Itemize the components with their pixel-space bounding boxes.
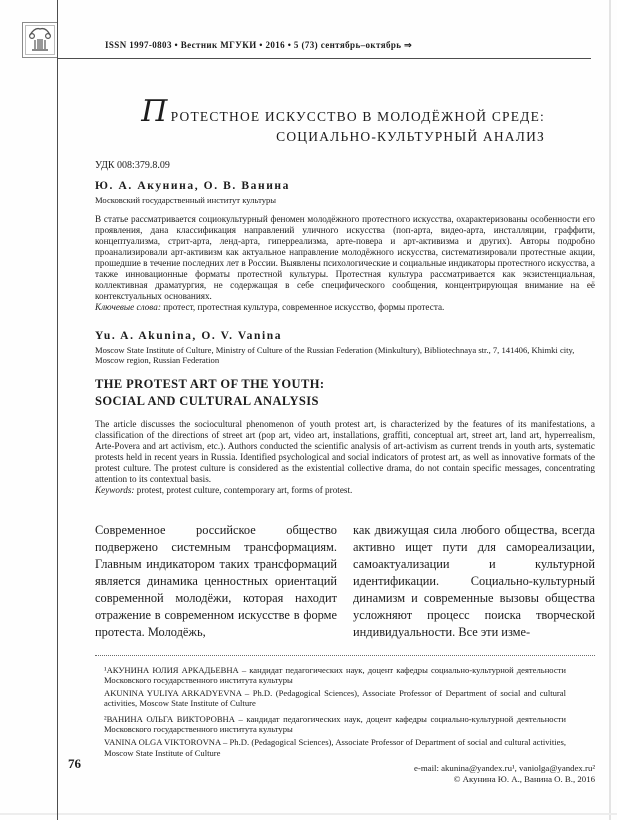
keywords-ru-label: Ключевые слова: (95, 301, 161, 312)
affiliation-ru: Московский государственный институт культуры (95, 195, 277, 205)
issn-header-line: ISSN 1997-0803 • Вестник МГУКИ • 2016 • 5 (73) сентябрь–октябрь ⇒ (105, 40, 413, 50)
title-dropcap: П (141, 94, 169, 129)
authors-en: Yu. A. Akunina, O. V. Vanina (95, 329, 283, 342)
body-column-left: Современное российское общество подвержено системным трансформациям. Главным индикатором таких трансформаций является динамика ценностных ориентаций современной молодёжи, которая находит отражение в современном искусстве в форме протеста. Молодёжь, (95, 522, 337, 639)
body-text (95, 522, 595, 641)
footnote-2-en: VANINA OLGA VIKTOROVNA – Ph.D. (Pedagogical Sciences), Associate Professor of Department of social and cultural activities, Moscow State Institute of Culture (104, 737, 566, 758)
article-content (95, 94, 595, 785)
scan-edge-bottom (0, 813, 617, 815)
left-margin-rule (57, 0, 58, 820)
keywords-en-label: Keywords: (95, 484, 135, 495)
page-number: 76 (68, 756, 81, 771)
title-ru-line1 (95, 94, 545, 129)
header-rule (57, 58, 591, 59)
scan-edge-right (609, 0, 611, 820)
title-ru-line1-rest: РОТЕСТНОЕ ИСКУССТВО В МОЛОДЁЖНОЙ СРЕДЕ: (170, 109, 545, 124)
title-en-line1: THE PROTEST ART OF THE YOUTH: (95, 376, 325, 391)
email-line: e-mail: akunina@yandex.ru¹, vaniolga@yandex.ru² (414, 763, 595, 774)
article-title-ru (95, 94, 595, 146)
footnote-2-ru: ²ВАНИНА ОЛЬГА ВИКТОРОВНА – кандидат педагогических наук, доцент кафедры социально-культурной деятельности Московского государственного института культуры (104, 713, 566, 735)
abstract-en-text: The article discusses the sociocultural phenomenon of youth protest art, is characterized by the features of its manifestations, a classification of the directions of street art (pop art, video art, installations, graffiti, conceptual art, street art, land art, hyperrealism, Arte-Povera and art activism, etc.). Authors conducted the scientific analysis of art-activism as current trends in youth arts, systematic protests held in recent years in Russia. Identified psychological and social indicators of protest art, as well as innovative formats of the protest culture. The protest culture is considered as the existential collective drama, do not contain specific messages, concentrating attention to its contextual basis. (95, 418, 595, 484)
keywords-ru-text: протест, протестная культура, современное искусство, формы протеста. (160, 301, 445, 312)
abstract-ru (95, 214, 595, 313)
title-ru-line2: СОЦИАЛЬНО-КУЛЬТУРНЫЙ АНАЛИЗ (276, 129, 545, 144)
copyright-line: © Акунина Ю. А., Ванина О. В., 2016 (453, 774, 595, 785)
article-title-en (95, 376, 595, 410)
footnote-separator (95, 655, 595, 656)
title-en-line2: SOCIAL AND CULTURAL ANALYSIS (95, 393, 319, 408)
footnotes (104, 665, 566, 759)
abstract-ru-text: В статье рассматривается социокультурный феномен молодёжного протестного искусства, охарактеризованы особенности его проявления, дана классификация направлений уличного искусства (поп-арта, видео-арта, инсталляции, граффити, концептуализма, стрит-арта, ленд-арта, гиперреализма, арте-повера и арт-активизма и других). Авторы подробно проанализировали арт-активизм как актуальное направление молодёжного искусства, систематизировали протестные акции, прошедшие в течение последних лет в России. Выявлены психологические и социальные индикаторы протестного искусства, а также инновационные форматы протестной культуры. Протестная культура рассматривается как экзистенциальная, коллективная драматургия, не содержащая в себе специфического сообщения, концентрирующая внимание на её контекстуальных основаниях. (95, 213, 595, 301)
abstract-en (95, 419, 595, 496)
footnote-1-ru: ¹АКУНИНА ЮЛИЯ АРКАДЬЕВНА – кандидат педагогических наук, доцент кафедры социально-культурной деятельности Московского государственного института культуры (104, 664, 566, 686)
body-column-right: как движущая сила любого общества, всегда активно ищет пути для самореализации, самоактуализации и культурной идентификации. Социально-культурный динамизм и современные вызовы общества усложняют процесс поиска творческой индивидуальности. Все эти изме- (353, 522, 595, 639)
footnote-1-en: AKUNINA YULIYA ARKADYEVNA – Ph.D. (Pedagogical Sciences), Associate Professor of Department of social and cultural activities, Moscow State Institute of Culture (104, 687, 566, 709)
journal-logo-icon (22, 22, 58, 58)
keywords-en-text: protest, protest culture, contemporary art, forms of protest. (134, 484, 353, 495)
udc-code: УДК 008:379.8.09 (95, 160, 170, 171)
affiliation-en: Moscow State Institute of Culture, Ministry of Culture of the Russian Federation (Minkultury), Bibliotechnaya str., 7, 141406, Khimki city, Moscow region, Russian Federation (95, 344, 575, 365)
authors-ru: Ю. А. Акунина, О. В. Ванина (95, 180, 291, 192)
